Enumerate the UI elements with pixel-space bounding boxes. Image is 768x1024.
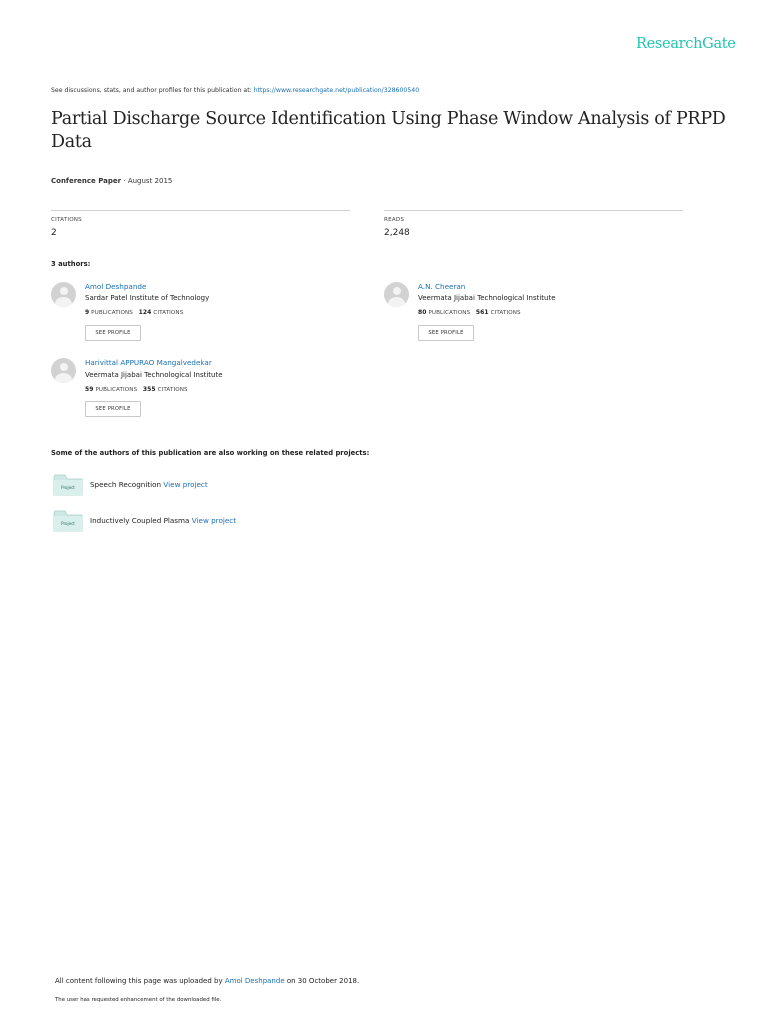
publications-count: 59 <box>85 386 94 393</box>
project-entry <box>90 480 208 489</box>
see-profile-button[interactable]: SEE PROFILE <box>418 325 474 341</box>
avatar[interactable] <box>384 282 409 307</box>
uploader-link[interactable]: Amol Deshpande <box>224 977 285 985</box>
see-profile-button[interactable]: SEE PROFILE <box>85 325 141 341</box>
project-icon-label: Project <box>61 521 75 526</box>
paper-title: Partial Discharge Source Identification Using Phase Window Analysis of PRPD Data <box>51 109 726 152</box>
project-folder-icon <box>53 510 83 532</box>
citations-label: CITATIONS <box>153 310 184 316</box>
author-stats <box>418 309 521 316</box>
publication-type: Conference Paper <box>51 177 122 185</box>
authors-heading: 3 authors: <box>51 260 91 268</box>
discussion-line <box>51 87 419 94</box>
citations-label: CITATIONS <box>157 387 188 393</box>
author-stats <box>85 386 188 393</box>
upload-date: on 30 October 2018. <box>286 977 360 985</box>
citations-count: 561 <box>475 309 489 316</box>
upload-notice <box>55 977 359 985</box>
view-project-link[interactable]: View project <box>163 480 208 489</box>
publication-url-link[interactable]: https://www.researchgate.net/publication/328600540 <box>253 87 420 94</box>
enhancement-note: The user has requested enhancement of the downloaded file. <box>55 997 222 1003</box>
project-entry <box>90 516 236 525</box>
publications-label: PUBLICATIONS <box>91 310 133 316</box>
publications-label: PUBLICATIONS <box>428 310 471 316</box>
related-projects-heading: Some of the authors of this publication are also working on these related projects: <box>51 449 370 457</box>
avatar[interactable] <box>51 282 76 307</box>
author-stats <box>85 309 183 316</box>
author-name-link[interactable]: Amol Deshpande <box>85 282 147 291</box>
author-institution: Veermata Jijabai Technological Institute <box>418 294 556 302</box>
publication-separator: · <box>121 177 128 185</box>
publication-date: August 2015 <box>127 177 173 185</box>
citations-divider <box>51 210 350 211</box>
project-name: Inductively Coupled Plasma <box>90 516 190 525</box>
citations-label: CITATIONS <box>51 217 82 223</box>
citations-label: CITATIONS <box>490 310 521 316</box>
view-project-link[interactable]: View project <box>191 516 237 525</box>
publication-info <box>51 177 172 185</box>
researchgate-logo[interactable]: ResearchGate <box>636 36 736 52</box>
author-institution: Sardar Patel Institute of Technology <box>85 294 210 302</box>
author-institution: Veermata Jijabai Technological Institute <box>85 371 223 379</box>
citations-count: 355 <box>142 386 156 393</box>
citations-value: 2 <box>51 228 57 238</box>
publications-count: 9 <box>85 309 90 316</box>
project-icon-label: Project <box>61 485 75 490</box>
upload-prefix: All content following this page was uploaded by <box>55 977 223 985</box>
discussion-prefix: See discussions, stats, and author profiles for this publication at: <box>51 87 252 94</box>
citations-count: 124 <box>138 309 152 316</box>
publications-label: PUBLICATIONS <box>95 387 138 393</box>
reads-divider <box>384 210 683 211</box>
see-profile-button[interactable]: SEE PROFILE <box>85 401 141 417</box>
reads-label: READS <box>384 217 405 223</box>
author-name-link[interactable]: A.N. Cheeran <box>418 282 466 291</box>
publications-count: 80 <box>418 309 427 316</box>
project-folder-icon <box>53 474 83 496</box>
reads-value: 2,248 <box>384 228 410 238</box>
avatar[interactable] <box>51 358 76 383</box>
project-name: Speech Recognition <box>90 480 162 489</box>
author-name-link[interactable]: Harivittal APPURAO Mangalvedekar <box>85 358 212 367</box>
